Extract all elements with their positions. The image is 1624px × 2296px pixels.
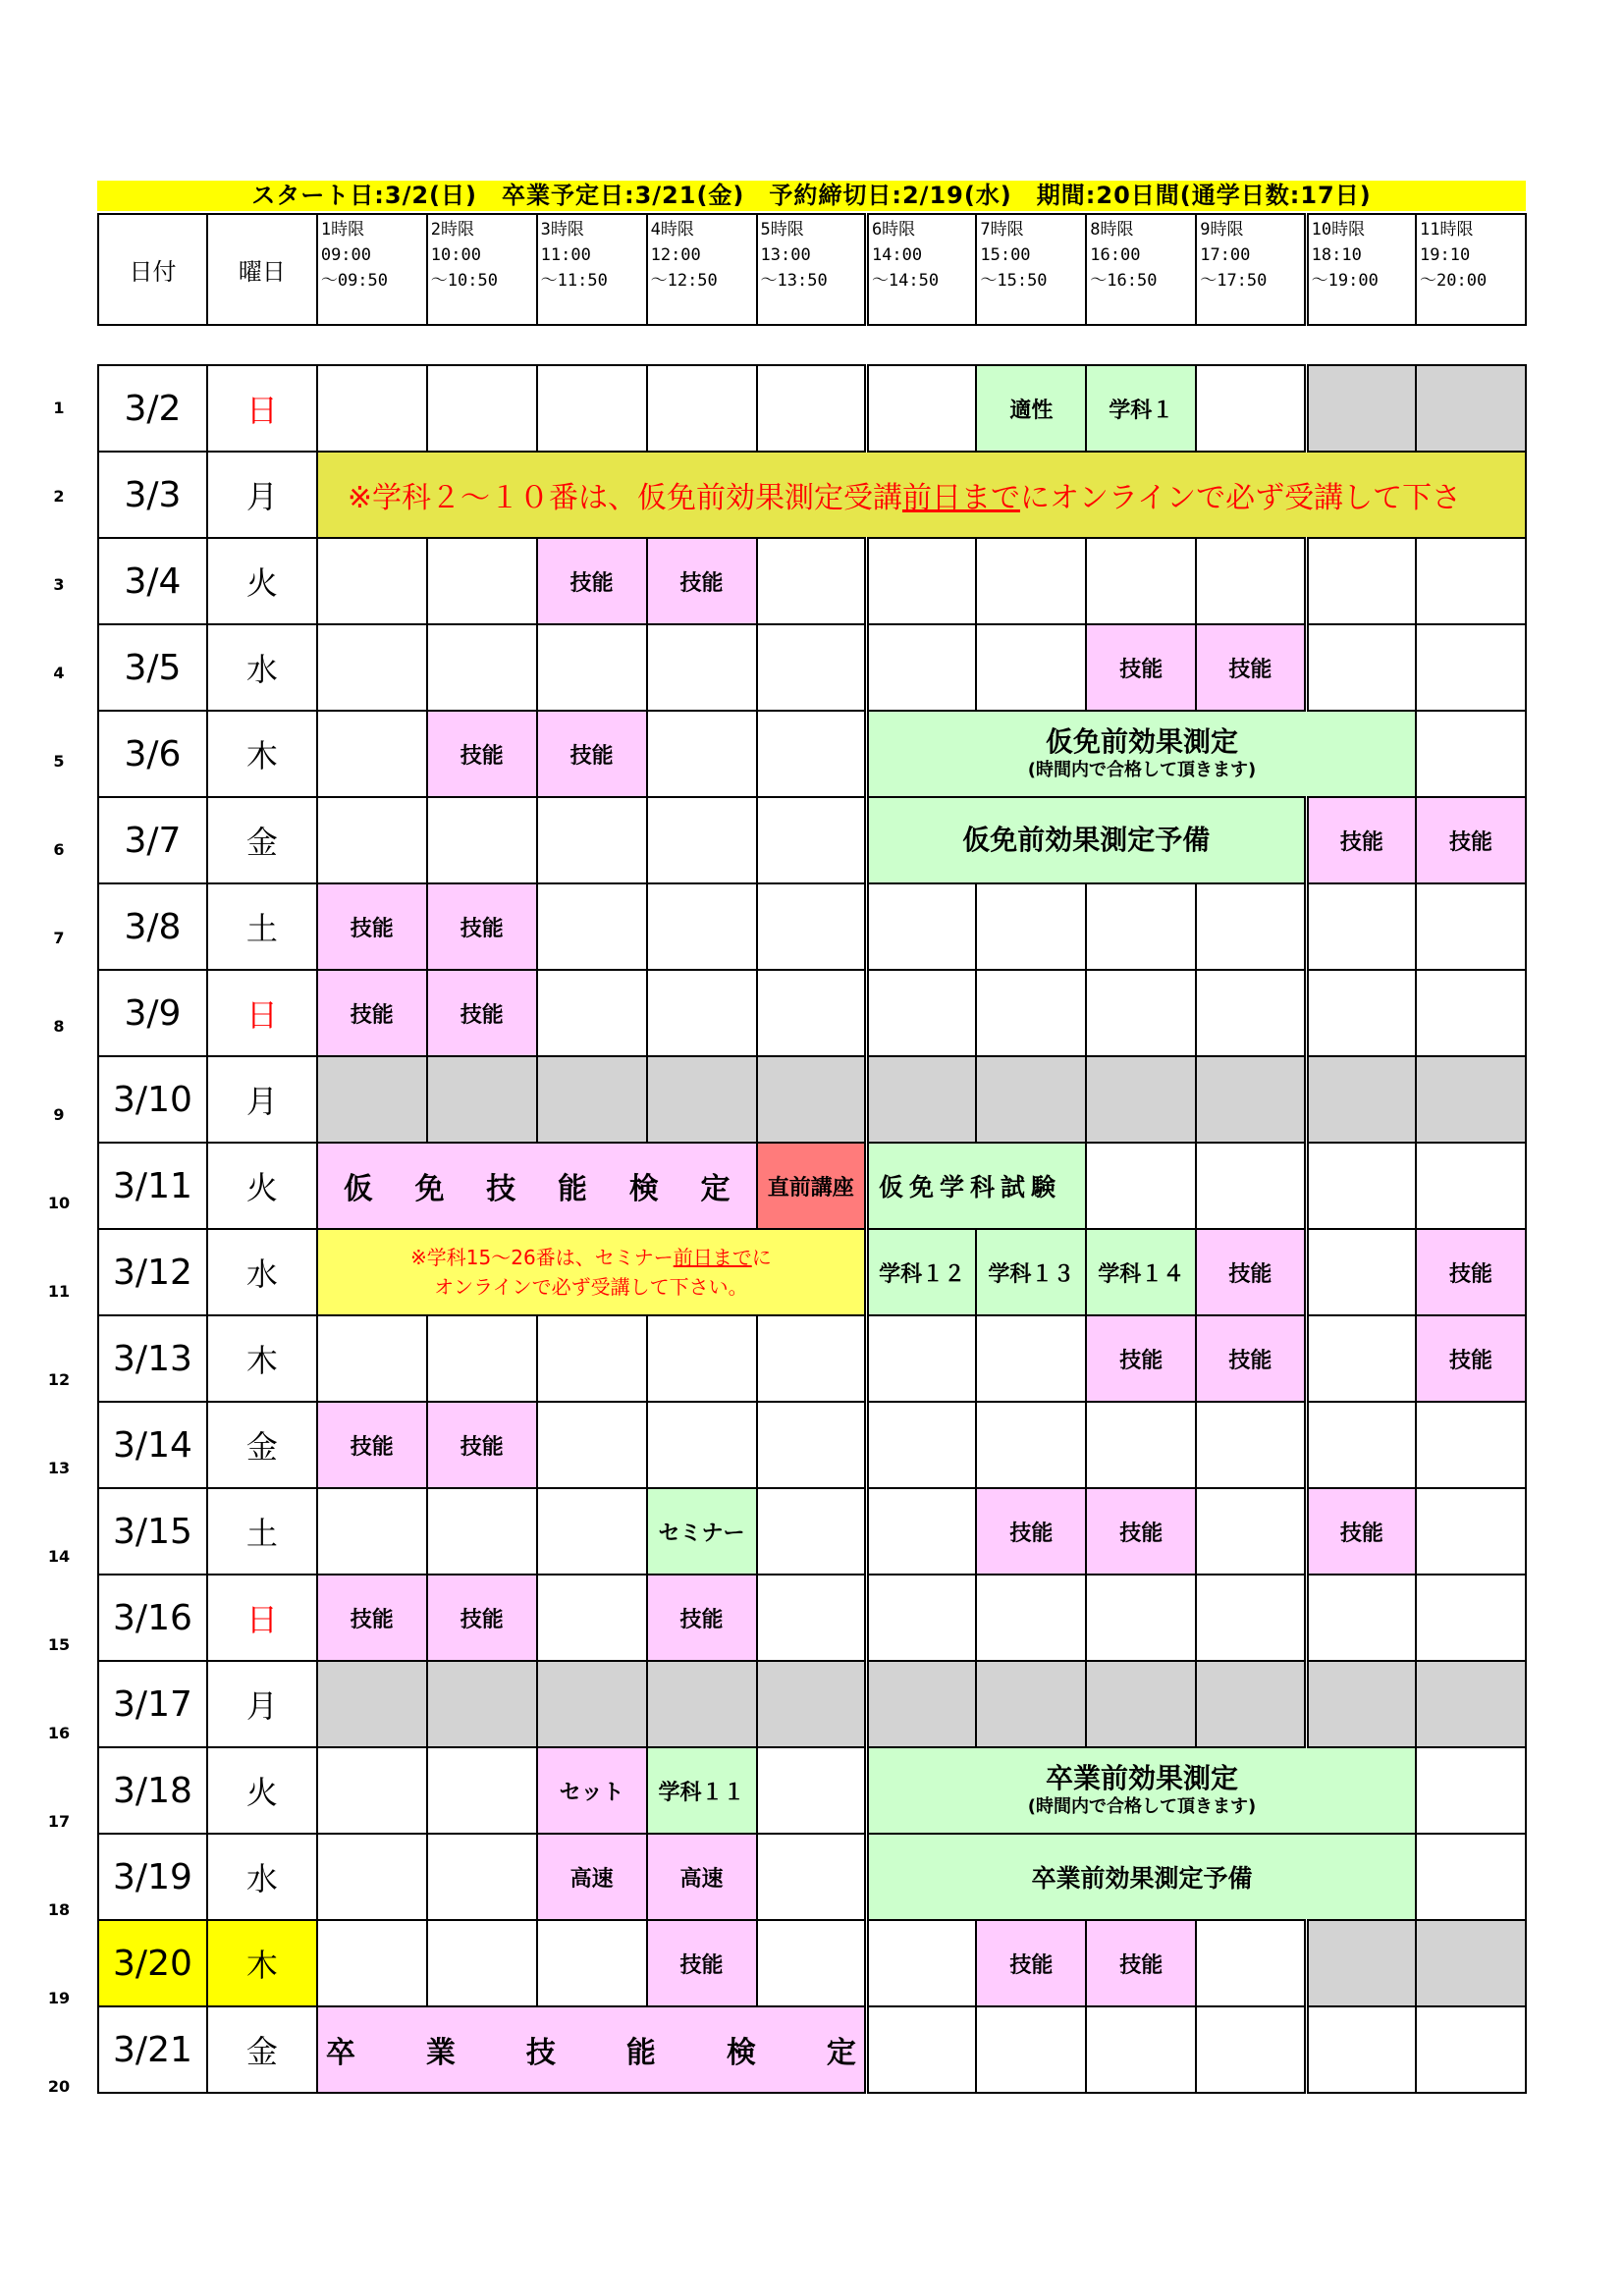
schedule-row [98,797,1526,883]
graduation-effect-test-reserve-block: 卒業前効果測定予備 [866,1834,1416,1920]
row-number: 13 [47,1459,71,1477]
provisional-skill-exam-block: 仮 免 技 能 検 定 [317,1143,757,1229]
empty-slot [427,538,537,624]
skill-lesson-slot: 技能 [1086,1315,1196,1402]
closed-slot [1306,1920,1416,2006]
empty-slot [976,538,1086,624]
closed-slot [1196,1661,1306,1747]
skill-lesson-slot: 技能 [1086,624,1196,711]
academic-class-slot: 学科１３ [976,1229,1086,1315]
online-class-notice: ※学科２～１０番は、仮免前効果測定受講前日までにオンラインで必ず受講して下さ [317,452,1526,538]
pre-exam-lecture-slot: 直前講座 [757,1143,867,1229]
row-number: 19 [47,1989,71,2007]
empty-slot [647,711,757,797]
period-header: 4時限 12:00 ～12:50 [647,214,757,325]
closed-slot [1416,365,1526,452]
skill-lesson-slot: 技能 [976,1488,1086,1575]
highway-lesson-slot: 高速 [647,1834,757,1920]
weekday-cell: 火 [207,538,317,624]
closed-slot [1416,1056,1526,1143]
weekday-cell: 火 [207,1747,317,1834]
empty-slot [427,1315,537,1402]
closed-slot [757,1661,867,1747]
closed-slot [317,1056,427,1143]
graduation-effect-test-block: 卒業前効果測定 (時間内で合格して頂きます) [866,1747,1416,1834]
closed-slot [1306,1661,1416,1747]
empty-slot [757,883,867,970]
skill-lesson-slot: 技能 [427,883,537,970]
skill-lesson-slot: 技能 [1416,1315,1526,1402]
schedule-row [98,1488,1526,1575]
date-cell: 3/2 [98,365,207,452]
empty-slot [537,1402,647,1488]
weekday-cell: 日 [207,365,317,452]
date-cell: 3/5 [98,624,207,711]
row-number: 5 [53,752,65,771]
date-cell: 3/7 [98,797,207,883]
empty-slot [976,1315,1086,1402]
empty-slot [317,1920,427,2006]
empty-slot [647,624,757,711]
period-header: 2時限 10:00 ～10:50 [427,214,537,325]
empty-slot [976,1575,1086,1661]
empty-slot [1416,1747,1526,1834]
closed-slot [976,1056,1086,1143]
row-number: 17 [47,1812,71,1831]
empty-slot [976,1402,1086,1488]
period-header: 3時限 11:00 ～11:50 [537,214,647,325]
empty-slot [1306,1143,1416,1229]
empty-slot [537,883,647,970]
skill-lesson-slot: 技能 [427,1575,537,1661]
row-number: 2 [53,487,65,506]
empty-slot [1196,1488,1306,1575]
weekday-cell: 木 [207,1315,317,1402]
empty-slot [317,365,427,452]
row-number: 9 [53,1105,65,1124]
empty-slot [1196,1143,1306,1229]
empty-slot [757,1488,867,1575]
empty-slot [1416,970,1526,1056]
empty-slot [647,970,757,1056]
empty-slot [1416,1402,1526,1488]
period-header: 5時限 13:00 ～13:50 [757,214,867,325]
empty-slot [1416,883,1526,970]
closed-slot [1416,1920,1526,2006]
date-cell: 3/10 [98,1056,207,1143]
empty-slot [757,797,867,883]
skill-lesson-slot: 技能 [317,883,427,970]
empty-slot [1416,1834,1526,1920]
empty-slot [647,1315,757,1402]
empty-slot [1086,970,1196,1056]
empty-slot [757,711,867,797]
empty-slot [866,1402,976,1488]
empty-slot [317,538,427,624]
provisional-written-exam-block: 仮免学科試験 [866,1143,1086,1229]
empty-slot [537,624,647,711]
date-cell: 3/18 [98,1747,207,1834]
empty-slot [866,624,976,711]
empty-slot [976,970,1086,1056]
row-number: 4 [53,664,65,682]
weekday-cell: 木 [207,711,317,797]
row-number: 14 [47,1547,71,1566]
weekday-cell: 水 [207,1834,317,1920]
skill-lesson-slot: 技能 [1306,797,1416,883]
row-number: 16 [47,1724,71,1742]
period-header: 11時限 19:10 ～20:00 [1416,214,1526,325]
empty-slot [1086,1402,1196,1488]
empty-slot [317,1315,427,1402]
empty-slot [537,1315,647,1402]
date-cell: 3/19 [98,1834,207,1920]
empty-slot [317,1747,427,1834]
row-number: 6 [53,840,65,859]
closed-slot [1416,1661,1526,1747]
weekday-cell: 月 [207,1056,317,1143]
empty-slot [317,1488,427,1575]
skill-lesson-slot: 技能 [537,711,647,797]
skill-lesson-slot: 技能 [427,711,537,797]
skill-lesson-slot: 技能 [647,1575,757,1661]
skill-lesson-slot: 技能 [1306,1488,1416,1575]
empty-slot [427,1488,537,1575]
empty-slot [976,883,1086,970]
skill-lesson-slot: 技能 [317,1575,427,1661]
skill-lesson-slot: 技能 [1086,1920,1196,2006]
date-cell: 3/12 [98,1229,207,1315]
empty-slot [757,1920,867,2006]
academic-class-slot: 学科１２ [866,1229,976,1315]
closed-slot [1086,1056,1196,1143]
provisional-effect-test-block: 仮免前効果測定 (時間内で合格して頂きます) [866,711,1416,797]
schedule-row [98,1834,1526,1920]
empty-slot [647,883,757,970]
empty-slot [427,797,537,883]
schedule-row [98,1575,1526,1661]
empty-slot [866,1488,976,1575]
empty-slot [647,797,757,883]
empty-slot [1416,1488,1526,1575]
empty-slot [976,624,1086,711]
period-header: 1時限 09:00 ～09:50 [317,214,427,325]
schedule-row [98,1661,1526,1747]
academic-class-slot: 学科１１ [647,1747,757,1834]
weekday-cell: 月 [207,1661,317,1747]
skill-lesson-slot: 技能 [1196,624,1306,711]
schedule-row [98,1229,1526,1315]
weekday-cell: 土 [207,883,317,970]
aptitude-class-slot: 適性 [976,365,1086,452]
schedule-row [98,365,1526,452]
weekday-cell: 金 [207,1402,317,1488]
schedule-row [98,1143,1526,1229]
date-cell: 3/15 [98,1488,207,1575]
empty-slot [757,624,867,711]
empty-slot [1306,1402,1416,1488]
empty-slot [866,2006,976,2093]
weekday-cell: 月 [207,452,317,538]
row-number: 15 [47,1635,71,1654]
empty-slot [1086,2006,1196,2093]
schedule-row [98,1315,1526,1402]
schedule-row [98,883,1526,970]
empty-slot [427,1747,537,1834]
period-header: 9時限 17:00 ～17:50 [1196,214,1306,325]
empty-slot [1196,1575,1306,1661]
empty-slot [647,1402,757,1488]
empty-slot [427,1920,537,2006]
date-cell: 3/11 [98,1143,207,1229]
skill-lesson-slot: 技能 [317,970,427,1056]
schedule-row [98,2006,1526,2093]
empty-slot [1196,970,1306,1056]
period-header: 6時限 14:00 ～14:50 [866,214,976,325]
closed-slot [1306,365,1416,452]
schedule-table [97,364,1527,2094]
seminar-online-notice: ※学科15～26番は、セミナー前日までに オンラインで必ず受講して下さい。 [317,1229,867,1315]
empty-slot [537,1488,647,1575]
empty-slot [537,797,647,883]
schedule-row [98,1402,1526,1488]
empty-slot [757,970,867,1056]
empty-slot [1306,538,1416,624]
weekday-column-header: 曜日 [207,214,317,325]
empty-slot [1196,2006,1306,2093]
academic-class-slot: 学科１ [1086,365,1196,452]
empty-slot [1086,1575,1196,1661]
empty-slot [757,538,867,624]
row-number: 3 [53,575,65,594]
empty-slot [1306,883,1416,970]
empty-slot [537,365,647,452]
skill-lesson-slot: 技能 [647,1920,757,2006]
empty-slot [1086,883,1196,970]
empty-slot [427,365,537,452]
skill-lesson-slot: 技能 [1416,1229,1526,1315]
set-lesson-slot: セット [537,1747,647,1834]
weekday-cell: 日 [207,970,317,1056]
skill-lesson-slot: 技能 [1196,1229,1306,1315]
empty-slot [1086,1143,1196,1229]
skill-lesson-slot: 技能 [976,1920,1086,2006]
empty-slot [1416,538,1526,624]
empty-slot [866,538,976,624]
empty-slot [1196,1920,1306,2006]
weekday-cell: 水 [207,1229,317,1315]
row-number: 10 [47,1194,71,1212]
empty-slot [976,2006,1086,2093]
empty-slot [537,970,647,1056]
row-number: 11 [47,1282,71,1301]
closed-slot [427,1661,537,1747]
closed-slot [1086,1661,1196,1747]
schedule-row [98,1747,1526,1834]
weekday-cell: 金 [207,2006,317,2093]
schedule-summary-banner: スタート日:3/2(日) 卒業予定日:3/21(金) 予約締切日:2/19(水) 期間:20日間(通学日数:17日) [97,181,1526,211]
provisional-effect-test-reserve-block: 仮免前効果測定予備 [866,797,1306,883]
row-number-column [39,364,79,2131]
skill-lesson-slot: 技能 [317,1402,427,1488]
skill-lesson-slot: 技能 [1416,797,1526,883]
empty-slot [317,711,427,797]
skill-lesson-slot: 技能 [537,538,647,624]
schedule-row [98,1056,1526,1143]
empty-slot [427,624,537,711]
date-cell: 3/4 [98,538,207,624]
weekday-cell: 土 [207,1488,317,1575]
empty-slot [1416,1575,1526,1661]
academic-class-slot: 学科１４ [1086,1229,1196,1315]
date-cell: 3/16 [98,1575,207,1661]
empty-slot [1416,624,1526,711]
empty-slot [757,1402,867,1488]
closed-slot [866,1661,976,1747]
empty-slot [1306,970,1416,1056]
empty-slot [537,1575,647,1661]
empty-slot [1306,1575,1416,1661]
period-header: 8時限 16:00 ～16:50 [1086,214,1196,325]
empty-slot [427,1834,537,1920]
empty-slot [866,1575,976,1661]
empty-slot [317,797,427,883]
empty-slot [757,1315,867,1402]
skill-lesson-slot: 技能 [427,1402,537,1488]
skill-lesson-slot: 技能 [427,970,537,1056]
empty-slot [1196,1402,1306,1488]
empty-slot [866,1315,976,1402]
date-column-header: 日付 [98,214,207,325]
empty-slot [1306,1315,1416,1402]
row-number: 18 [47,1900,71,1919]
period-header-table [97,213,1527,326]
weekday-cell: 火 [207,1143,317,1229]
closed-slot [317,1661,427,1747]
date-cell: 3/14 [98,1402,207,1488]
date-cell: 3/8 [98,883,207,970]
closed-slot [647,1661,757,1747]
row-number: 7 [53,929,65,947]
closed-slot [757,1056,867,1143]
empty-slot [1416,2006,1526,2093]
empty-slot [757,1575,867,1661]
empty-slot [317,1834,427,1920]
closed-slot [1306,1056,1416,1143]
empty-slot [866,970,976,1056]
schedule-row [98,970,1526,1056]
empty-slot [1196,538,1306,624]
empty-slot [866,883,976,970]
row-number: 1 [53,399,65,417]
empty-slot [866,1920,976,2006]
seminar-slot: セミナー [647,1488,757,1575]
schedule-row [98,624,1526,711]
skill-lesson-slot: 技能 [1196,1315,1306,1402]
period-header: 7時限 15:00 ～15:50 [976,214,1086,325]
highway-lesson-slot: 高速 [537,1834,647,1920]
weekday-cell: 水 [207,624,317,711]
empty-slot [647,365,757,452]
empty-slot [317,624,427,711]
empty-slot [1086,538,1196,624]
empty-slot [757,1747,867,1834]
date-cell: 3/13 [98,1315,207,1402]
empty-slot [1416,711,1526,797]
empty-slot [757,1834,867,1920]
schedule-row [98,452,1526,538]
date-cell: 3/17 [98,1661,207,1747]
closed-slot [537,1056,647,1143]
empty-slot [757,365,867,452]
empty-slot [1306,624,1416,711]
schedule-row [98,1920,1526,2006]
weekday-cell: 日 [207,1575,317,1661]
date-cell: 3/6 [98,711,207,797]
empty-slot [1196,365,1306,452]
empty-slot [1416,1143,1526,1229]
date-cell: 3/21 [98,2006,207,2093]
date-cell: 3/20 [98,1920,207,2006]
closed-slot [647,1056,757,1143]
graduation-skill-exam-block: 卒 業 技 能 検 定 [317,2006,867,2093]
empty-slot [1306,2006,1416,2093]
empty-slot [1196,883,1306,970]
period-header: 10時限 18:10 ～19:00 [1306,214,1416,325]
date-cell: 3/3 [98,452,207,538]
empty-slot [866,365,976,452]
weekday-cell: 木 [207,1920,317,2006]
row-number: 12 [47,1370,71,1389]
empty-slot [1306,1229,1416,1315]
schedule-row [98,538,1526,624]
closed-slot [427,1056,537,1143]
skill-lesson-slot: 技能 [1086,1488,1196,1575]
closed-slot [976,1661,1086,1747]
date-cell: 3/9 [98,970,207,1056]
closed-slot [1196,1056,1306,1143]
weekday-cell: 金 [207,797,317,883]
closed-slot [537,1661,647,1747]
skill-lesson-slot: 技能 [647,538,757,624]
schedule-row [98,711,1526,797]
closed-slot [866,1056,976,1143]
empty-slot [537,1920,647,2006]
row-number: 8 [53,1017,65,1036]
row-number: 20 [47,2077,71,2096]
